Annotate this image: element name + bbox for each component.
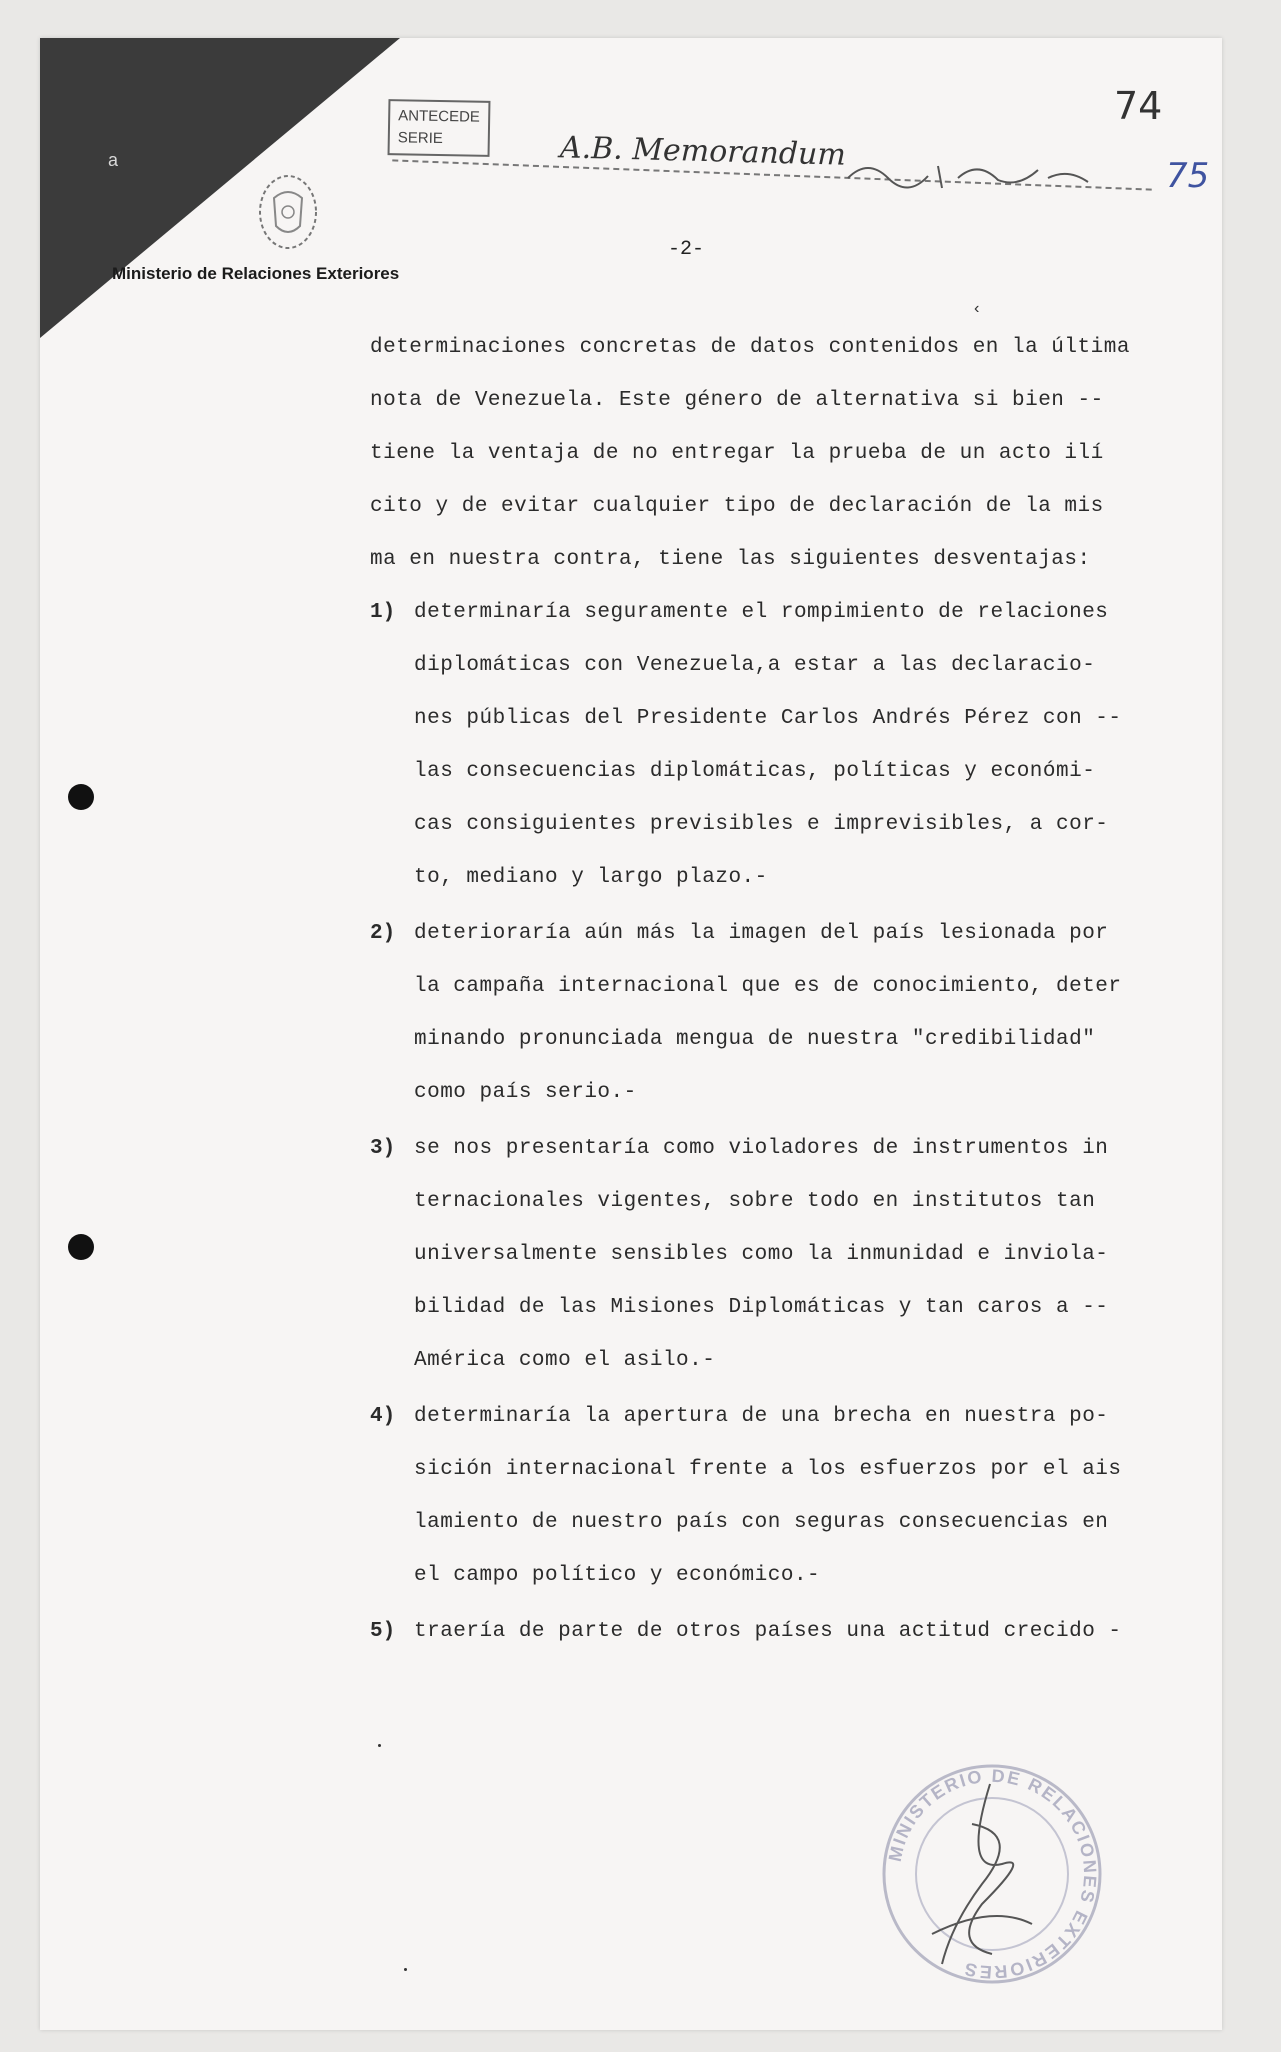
item-line: universalmente sensibles como la inmunidad e inviola- <box>414 1243 1109 1266</box>
item-line: como país serio.- <box>414 1081 637 1104</box>
item-line: traería de parte de otros países una actitud crecido - <box>414 1620 1122 1643</box>
item-number: 1) <box>370 601 396 624</box>
intro-line: determinaciones concretas de datos contenidos en la última <box>370 336 1130 359</box>
item-line: se nos presentaría como violadores de instrumentos in <box>414 1137 1109 1160</box>
folio-number: 74 <box>1114 84 1163 128</box>
item-line: el campo político y económico.- <box>414 1564 821 1587</box>
punch-hole <box>68 784 94 810</box>
item-line: determinaría seguramente el rompimiento de relaciones <box>414 601 1109 624</box>
archive-stamp <box>388 99 491 157</box>
intro-line: tiene la ventaja de no entregar la prueba de un acto ilí <box>370 442 1104 465</box>
item-line: sición internacional frente a los esfuerzos por el ais <box>414 1458 1122 1481</box>
item-line: bilidad de las Misiones Diplomáticas y tan caros a -- <box>414 1296 1109 1319</box>
item-number: 2) <box>370 922 396 945</box>
ministry-seal-with-signature <box>872 1754 1112 1994</box>
handwritten-annotation: A.B. Memorandum <box>559 130 847 173</box>
item-line: América como el asilo.- <box>414 1349 716 1372</box>
coat-of-arms-seal <box>252 168 324 254</box>
item-number: 3) <box>370 1137 396 1160</box>
intro-line: cito y de evitar cualquier tipo de declaración de la mis <box>370 495 1104 518</box>
item-line: minando pronunciada mengua de nuestra "credibilidad" <box>414 1028 1096 1051</box>
folio-number-blue: 75 <box>1166 156 1210 196</box>
intro-line: ma en nuestra contra, tiene las siguientes desventajas: <box>370 548 1091 571</box>
item-line: las consecuencias diplomáticas, políticas y económi- <box>414 760 1096 783</box>
punch-hole <box>68 1234 94 1260</box>
item-number: 5) <box>370 1620 396 1643</box>
ministry-letterhead: Ministerio de Relaciones Exteriores <box>112 264 400 283</box>
item-line: lamiento de nuestro país con seguras consecuencias en <box>414 1511 1109 1534</box>
seal-text: MINISTERIO DE RELACIONES EXTERIORES <box>884 1765 1101 1983</box>
dark-corner-fold <box>40 38 400 338</box>
stray-mark: ‹ <box>972 300 982 318</box>
stamp-serie: SERIE <box>397 129 443 148</box>
item-line: ternacionales vigentes, sobre todo en institutos tan <box>414 1190 1096 1213</box>
item-number: 4) <box>370 1405 396 1428</box>
corner-letter: a <box>108 150 119 170</box>
intro-line: nota de Venezuela. Este género de alternativa si bien -- <box>370 389 1104 412</box>
stray-dot <box>378 1744 381 1747</box>
item-line: to, mediano y largo plazo.- <box>414 866 768 889</box>
item-line: nes públicas del Presidente Carlos Andrés Pérez con -- <box>414 707 1122 730</box>
handwritten-signature-small <box>838 148 1098 198</box>
page-number: -2- <box>668 238 705 261</box>
document-page <box>40 38 1222 2030</box>
item-line: determinaría la apertura de una brecha en nuestra po- <box>414 1405 1109 1428</box>
item-line: cas consiguientes previsibles e imprevisibles, a cor- <box>414 813 1109 836</box>
stray-dot <box>404 1968 407 1971</box>
item-line: deterioraría aún más la imagen del país lesionada por <box>414 922 1109 945</box>
item-line: diplomáticas con Venezuela,a estar a las declaracio- <box>414 654 1096 677</box>
stamp-antecede: ANTECEDE <box>398 107 481 126</box>
item-line: la campaña internacional que es de conocimiento, deter <box>414 975 1122 998</box>
